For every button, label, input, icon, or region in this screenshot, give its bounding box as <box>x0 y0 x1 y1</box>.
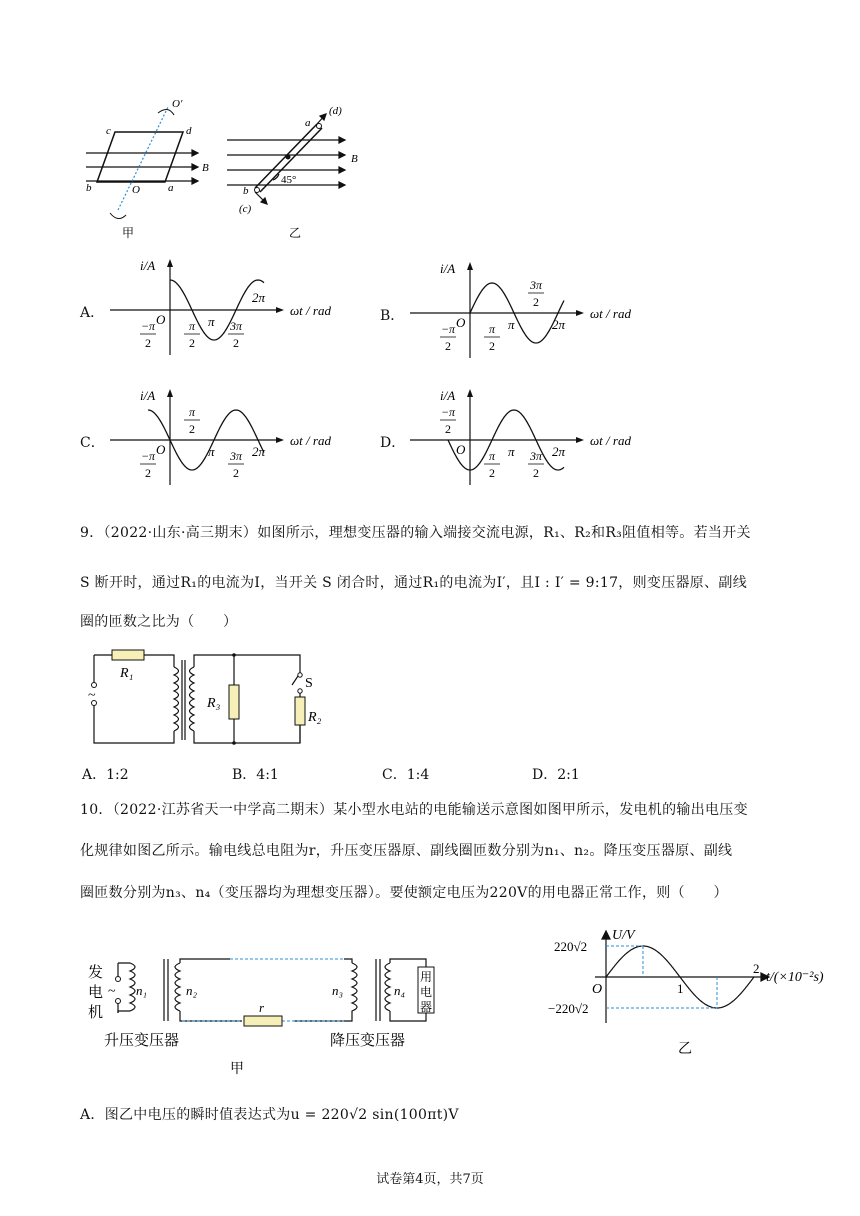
option-letter: B． <box>380 308 405 324</box>
q9-line1: 9．（2022·山东·高三期末）如图所示，理想变压器的输入端接交流电源，R₁、R₂和R₃阻值相等。若当开关 <box>80 525 751 541</box>
yi-xlabel: t/(×10⁻²s) <box>766 970 824 985</box>
tick-0-den: 2 <box>145 466 151 480</box>
tick-3-num: 3π <box>229 319 243 333</box>
caption-yi: 乙 <box>289 226 302 240</box>
gen-tilde: ~ <box>108 984 116 999</box>
option-graph-b <box>380 258 650 372</box>
label-n4: n₄ <box>394 983 406 998</box>
label-step-down: 降压变压器 <box>330 1033 406 1049</box>
label-b: b <box>243 185 249 197</box>
yi-tick-2: 2 <box>753 961 760 976</box>
tick-1-num: π <box>188 319 196 333</box>
label-a: a <box>168 182 174 194</box>
y-axis-arrow <box>167 259 173 267</box>
label-d: d <box>186 125 192 137</box>
tick-3-num: 3π <box>229 449 243 463</box>
yi-bottom-value: −220√2 <box>548 1001 589 1016</box>
tick-1-den: 2 <box>489 339 495 353</box>
x-axis-label: ωt / rad <box>590 433 631 448</box>
tick-1-num: π <box>188 405 196 419</box>
yi-top-value: 220√2 <box>554 939 588 954</box>
figure-coil-yi <box>225 100 375 245</box>
tick-0-num: −π <box>440 322 456 336</box>
yi-origin: O <box>592 982 603 997</box>
q10-line1: 10．（2022·江苏省天一中学高二期末）某小型水电站的电能输送示意图如图甲所示，发电机的输出电压变 <box>80 802 748 818</box>
origin-label: O <box>156 312 166 327</box>
q9-circuit <box>82 645 332 755</box>
tick-1-den: 2 <box>189 336 195 350</box>
tick-4: 2π <box>252 444 266 459</box>
tick-0-den: 2 <box>445 339 451 353</box>
tick-1-den: 2 <box>189 422 195 436</box>
page-footer: 试卷第4页，共7页 <box>376 1172 484 1187</box>
label-b: b <box>86 182 92 194</box>
label-n2: n₂ <box>186 983 198 998</box>
x-axis-label: ωt / rad <box>290 433 331 448</box>
x-axis-arrow <box>576 437 584 443</box>
option-graph-c <box>80 385 350 499</box>
tick-3-num: 3π <box>529 449 543 463</box>
x-axis-arrow <box>276 437 284 443</box>
option-letter: C． <box>80 435 105 451</box>
label-n3: n₃ <box>332 983 344 998</box>
q9-choice-d: D．2:1 <box>532 767 580 783</box>
label-a: a <box>305 117 311 129</box>
tick-0-num: −π <box>140 449 156 463</box>
y-axis-arrow <box>467 262 473 270</box>
tick-0-num: −π <box>440 405 456 419</box>
gen-char-2: 电 <box>88 985 104 1001</box>
label-n1: n₁ <box>136 983 148 998</box>
label-d: (d) <box>329 105 342 117</box>
label-r3: R₃ <box>207 696 221 711</box>
tick-3-num: 3π <box>529 278 543 292</box>
caption-yi: 乙 <box>678 1042 692 1057</box>
yi-ylabel: U/V <box>612 928 635 943</box>
q10-figure-jia <box>82 955 462 1080</box>
label-c: (c) <box>239 203 252 215</box>
origin-label: O <box>156 442 166 457</box>
tick-0-den: 2 <box>145 336 151 350</box>
tick-4: 2π <box>252 290 266 305</box>
tick-3-den: 2 <box>533 295 539 309</box>
q10-option-a: A．图乙中电压的瞬时值表达式为u = 220√2 sin(100πt)V <box>80 1107 459 1123</box>
origin-label: O <box>456 315 466 330</box>
x-axis-arrow <box>276 307 284 313</box>
figure-coil-jia <box>80 95 220 245</box>
x-axis-arrow <box>576 310 584 316</box>
tick-2: π <box>208 314 215 329</box>
q9-choice-c: C．1:4 <box>382 767 430 783</box>
tick-3-den: 2 <box>533 466 539 480</box>
option-graph-d <box>380 385 650 499</box>
q9-line2: S 断开时，通过R₁的电流为I，当开关 S 闭合时，通过R₁的电流为I′，且I : I′ = 9:17，则变压器原、副线 <box>80 575 748 591</box>
y-axis-arrow <box>167 389 173 397</box>
label-r1: R₁ <box>120 666 134 681</box>
y-axis-label: i/A <box>140 388 156 403</box>
x-axis-label: ωt / rad <box>290 303 331 318</box>
gen-char-3: 机 <box>88 1005 104 1021</box>
tick-0-den: 2 <box>445 422 451 436</box>
label-r: r <box>259 1000 265 1015</box>
tick-2: π <box>508 317 515 332</box>
gen-char-1: 发 <box>88 965 104 981</box>
y-axis-label: i/A <box>440 388 456 403</box>
label-step-up: 升压变压器 <box>104 1033 180 1049</box>
load-char-1: 用 <box>420 970 433 984</box>
load-char-3: 器 <box>420 1000 433 1014</box>
label-s: S <box>305 676 313 691</box>
tick-1-num: π <box>488 449 496 463</box>
q10-line2: 化规律如图乙所示。输电线总电阻为r，升压变压器原、副线圈匝数分别为n₁、n₂。降压变压器原、副线 <box>80 843 733 859</box>
caption-jia: 甲 <box>230 1062 244 1077</box>
tick-2: π <box>208 444 215 459</box>
label-angle: 45° <box>281 174 297 186</box>
label-c: c <box>106 125 111 137</box>
label-o: O <box>132 184 140 196</box>
y-axis-arrow <box>467 389 473 397</box>
label-r2: R₂ <box>308 710 322 725</box>
tick-2: π <box>508 444 515 459</box>
tick-0-num: −π <box>140 319 156 333</box>
x-axis-label: ωt / rad <box>590 306 631 321</box>
label-source: ~ <box>88 688 96 703</box>
tick-3-den: 2 <box>233 336 239 350</box>
option-graph-a <box>80 255 350 369</box>
q9-line3: 圈的匝数之比为（ ） <box>80 614 238 630</box>
q9-choice-b: B．4:1 <box>232 767 279 783</box>
origin-label: O <box>456 442 466 457</box>
y-axis-label: i/A <box>440 261 456 276</box>
tick-1-den: 2 <box>489 466 495 480</box>
tick-4: 2π <box>552 444 566 459</box>
load-char-2: 电 <box>420 985 433 999</box>
option-letter: D． <box>380 435 406 451</box>
label-b-field: B <box>351 153 358 165</box>
y-axis-label: i/A <box>140 258 156 273</box>
q9-choice-a: A．1:2 <box>82 767 129 783</box>
tick-3-den: 2 <box>233 466 239 480</box>
q10-line3: 圈匝数分别为n₃、n₄（变压器均为理想变压器）。要使额定电压为220V的用电器正常工作，则（ ） <box>80 885 728 901</box>
tick-1-num: π <box>488 322 496 336</box>
q10-figure-yi <box>540 925 824 1085</box>
label-o-prime: O′ <box>172 98 183 110</box>
yi-tick-1: 1 <box>677 981 684 996</box>
tick-4: 2π <box>552 317 566 332</box>
caption-jia: 甲 <box>122 226 135 240</box>
option-letter: A． <box>80 305 105 321</box>
label-b-field: B <box>202 162 209 174</box>
